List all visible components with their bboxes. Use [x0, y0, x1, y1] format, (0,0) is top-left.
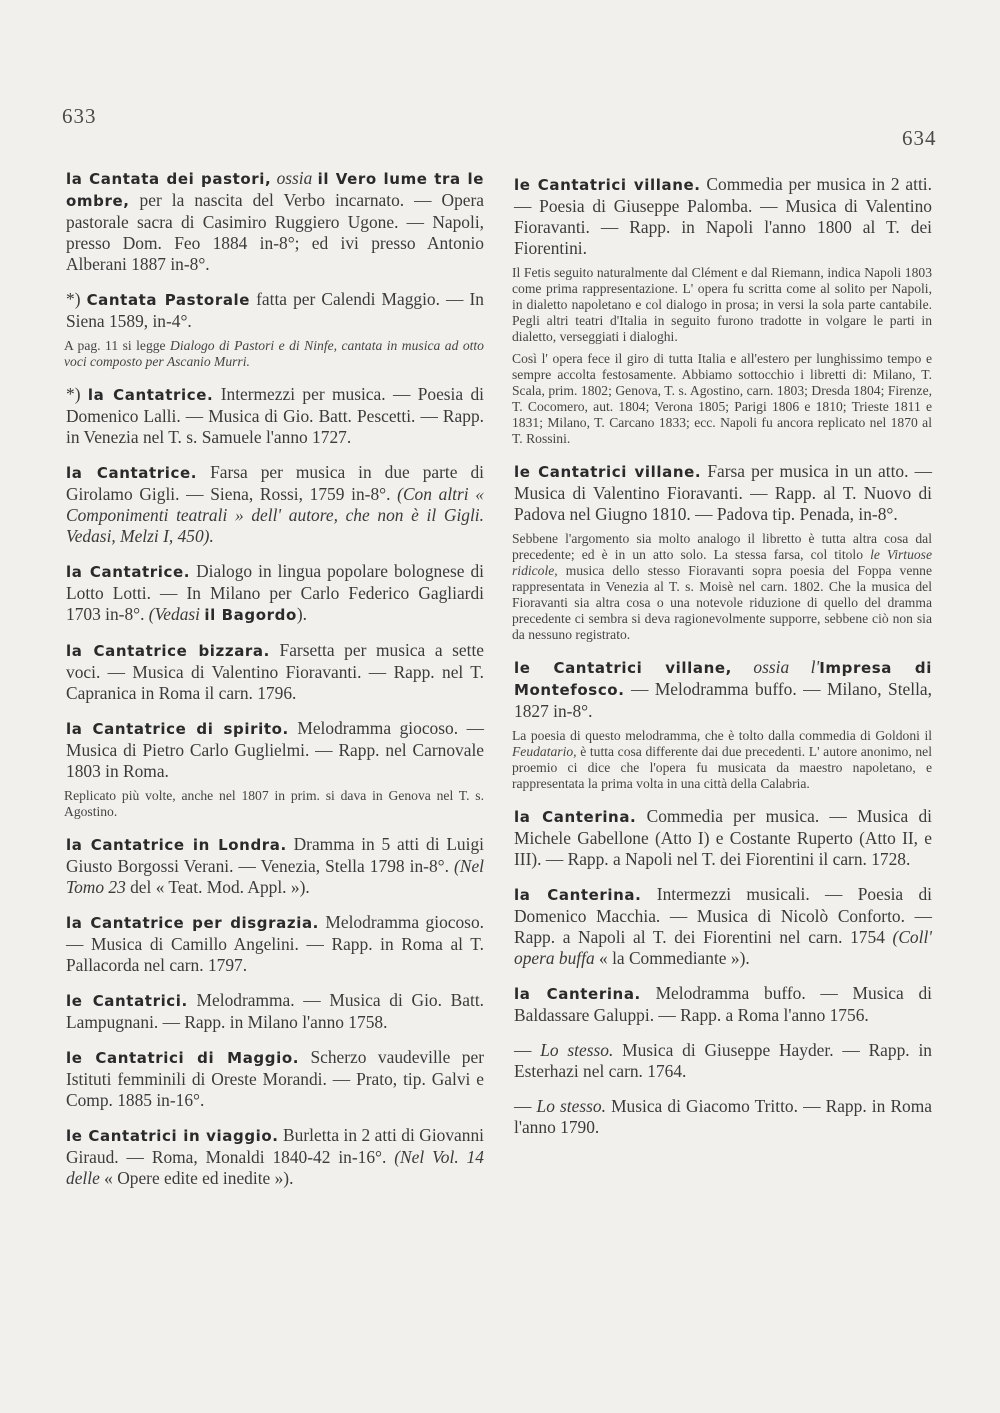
entry-text: del « Teat. Mod. Appl. »).	[125, 877, 310, 897]
catalog-entry	[64, 384, 484, 448]
entry-headword: la Cantatrice.	[66, 464, 198, 482]
entry-text: Melodramma giocoso. — Musica di Camillo Angelini. — Rapp. in Roma al T. Pallacorda nel carn. 1797.	[66, 912, 484, 975]
entry-text: La poesia di questo melodramma, che è tolto dalla commedia di Goldoni il	[512, 728, 932, 743]
entry-headword: il Bagordo	[204, 606, 297, 624]
catalog-note	[64, 788, 484, 820]
entry-text: fatta per Calendi Maggio. — In Siena 1589, in-4°.	[66, 289, 484, 331]
entry-text: Intermezzi per musica. — Poesia di Domenico Lalli. — Musica di Gio. Batt. Pescetti. — Rapp. in Venezia nel T. s. Samuele l'anno 1727.	[66, 384, 484, 447]
entry-headword: la Cantatrice in Londra.	[66, 836, 287, 854]
entry-text: Intermezzi musicali. — Poesia di Domenico Macchia. — Musica di Nicolò Conforto. — Rapp. a Napoli al T. dei Fiorentini nel carn. 1754	[514, 884, 932, 947]
catalog-entry	[64, 640, 484, 704]
catalog-entry	[64, 912, 484, 976]
entry-text: Dramma in 5 atti di Luigi Giusto Borgossi Verani. — Venezia, Stella 1798 in-8°.	[66, 834, 484, 876]
italic-text: ossia	[271, 168, 318, 188]
entry-text: Farsetta per musica a sette voci. — Musica di Valentino Fioravanti. — Rapp. nel T. Capranica in Roma il carn. 1796.	[66, 640, 484, 703]
entry-text: Burletta in 2 atti di Giovanni Giraud. — Roma, Monaldi 1840-42 in-16°.	[66, 1125, 484, 1167]
entry-text: Sebbene l'argomento sia molto analogo il libretto è tutta altra cosa dal precedente; ed è in un atto solo. La stessa farsa, col titolo	[512, 531, 932, 562]
entry-text: A pag. 11 si legge	[64, 338, 171, 353]
entry-headword: la Cantatrice per disgrazia.	[66, 914, 319, 932]
entry-text: è tutta cosa differente dai due precedenti. L' autore anonimo, nel proemio ci dice che l'opera fu musicata da maestro napoletano, e rappresentata la prima volta in una città della Calabria.	[512, 744, 932, 791]
catalog-entry	[64, 990, 484, 1033]
italic-text: ossia l'	[731, 657, 820, 677]
entry-headword: la Cantatrice.	[87, 386, 214, 404]
right-column	[512, 174, 932, 1152]
catalog-entry	[512, 806, 932, 870]
catalog-entry	[512, 174, 932, 259]
entry-headword: le Cantatrici villane.	[514, 176, 701, 194]
entry-text: ).	[296, 604, 308, 624]
entry-text: Dialogo in lingua popolare bolognese di Lotto Lotti. — In Milano per Carlo Federico Gagliardi 1703 in-8°.	[66, 561, 484, 624]
entry-headword: Impresa di Montefosco.	[514, 659, 932, 699]
italic-text: (Con altri « Componimenti teatrali » dell' autore, che non è il Gigli. Vedasi, Melzi I, 450).	[66, 484, 484, 546]
catalog-entry	[512, 1096, 932, 1138]
italic-text: (Coll' opera buffa	[514, 927, 932, 968]
entry-text: — Melodramma buffo. — Milano, Stella, 1827 in-8°.	[514, 679, 932, 721]
italic-text: Lo stesso.	[540, 1040, 614, 1060]
page-number-left: 633	[62, 104, 97, 128]
entry-text: per la nascita del Verbo incarnato. — Opera pastorale sacra di Casimiro Ruggiero Ugone. — Napoli, presso Dom. Feo 1884 in-8°; ed ivi presso Antonio Alberani 1887 in-8°.	[66, 190, 484, 274]
entry-headword: le Cantatrici villane.	[514, 463, 702, 481]
catalog-entry	[64, 561, 484, 626]
catalog-entry	[64, 718, 484, 782]
entry-text: Commedia per musica. — Musica di Michele Gabellone (Atto I) e Costante Ruperto (Atto II, e III). — Rapp. a Napoli nel T. dei Fiorentini il carn. 1728.	[514, 806, 933, 869]
italic-text: Lo stesso.	[536, 1096, 606, 1116]
catalog-note	[512, 351, 932, 447]
catalog-entry	[64, 289, 484, 332]
entry-headword: la Cantatrice bizzara.	[66, 642, 270, 660]
catalog-entry	[512, 657, 932, 722]
italic-text: Dialogo di Pastori e di Ninfe, cantata in musica ad otto voci composto per Ascanio Murri.	[64, 338, 484, 369]
entry-text: Così l' opera fece il giro di tutta Italia e all'estero per lunghissimo tempo e sempre accolta festosamente. Abbiamo sottocchio i libretti di: Milano, T. Scala, prim. 1802; Genova, T. s. Agostino, carn. 1803; Dresda 1804; Firenze, T. Cocomero, aut. 1804; Verona 1805; Parigi 1806 e 1810; Trieste 1811 e 1831; Milano, T. Carcano 1833; ecc. Napoli fu ancora replicato nel 1870 al T. Rossini.	[512, 351, 932, 446]
entry-headword: le Cantatrici.	[66, 992, 188, 1010]
entry-text: Musica di Giuseppe Hayder. — Rapp. in Esterhazi nel carn. 1764.	[514, 1040, 932, 1081]
italic-text: le Virtuose ridicole,	[512, 547, 932, 578]
entry-text: « la Commediante »).	[594, 948, 750, 968]
catalog-entry	[64, 462, 484, 547]
entry-headword: la Canterina.	[514, 886, 642, 904]
catalog-entry	[512, 1040, 932, 1082]
entry-headword: le Cantatrici in viaggio.	[66, 1127, 279, 1145]
catalog-entry	[512, 983, 932, 1026]
entry-text: Farsa per musica in un atto. — Musica di Valentino Fioravanti. — Rapp. al T. Nuovo di Padova nel Giugno 1810. — Padova tip. Penada, in-8°.	[514, 461, 932, 524]
entry-headword: Cantata Pastorale	[86, 291, 251, 309]
entry-text: *)	[66, 289, 87, 309]
italic-text: (Nel Tomo 23	[66, 856, 484, 897]
entry-text: Melodramma giocoso. — Musica di Pietro Carlo Guglielmi. — Rapp. nel Carnovale 1803 in Roma.	[66, 718, 484, 781]
entry-text: Scherzo vaudeville per Istituti femminili di Oreste Morandi. — Prato, tip. Galvi e Comp. 1885 in-16°.	[66, 1047, 484, 1110]
catalog-note	[512, 728, 932, 792]
catalog-note	[512, 265, 932, 345]
left-column	[64, 168, 484, 1203]
entry-text: Melodramma. — Musica di Gio. Batt. Lampugnani. — Rapp. in Milano l'anno 1758.	[66, 990, 484, 1032]
catalog-entry	[64, 1047, 484, 1111]
entry-headword: le Cantatrici di Maggio.	[66, 1049, 300, 1067]
catalog-entry	[512, 884, 932, 969]
italic-text: (Vedasi	[148, 604, 205, 624]
entry-text: *)	[66, 384, 88, 404]
entry-headword: la Cantatrice di spirito.	[66, 720, 289, 738]
entry-text: « Opere edite ed inedite »).	[99, 1168, 294, 1188]
entry-text: Replicato più volte, anche nel 1807 in prim. si dava in Genova nel T. s. Agostino.	[64, 788, 484, 819]
entry-headword: le Cantatrici villane,	[514, 659, 732, 677]
italic-text: (Nel Vol. 14 delle	[66, 1147, 484, 1188]
entry-text: Melodramma buffo. — Musica di Baldassare Galuppi. — Rapp. a Roma l'anno 1756.	[514, 983, 932, 1025]
page-number-right: 634	[902, 126, 937, 150]
catalog-note	[512, 531, 932, 643]
italic-text: Feudatario,	[512, 744, 577, 759]
entry-headword: la Cantata dei pastori,	[66, 170, 272, 188]
entry-text: Farsa per musica in due parte di Girolamo Gigli. — Siena, Rossi, 1759 in-8°.	[66, 462, 484, 504]
catalog-entry	[64, 1125, 484, 1189]
entry-text: Commedia per musica in 2 atti. — Poesia di Giuseppe Palomba. — Musica di Valentino Fioravanti. — Rapp. in Napoli l'anno 1800 al T. dei Fiorentini.	[514, 174, 932, 258]
entry-headword: la Canterina.	[514, 808, 637, 826]
entry-text: —	[514, 1040, 541, 1060]
entry-headword: la Canterina.	[514, 985, 641, 1003]
entry-headword: il Vero lume tra le ombre,	[66, 170, 484, 210]
entry-text: musica dello stesso Fioravanti sopra poesia del Foppa venne rappresentata in Venezia al T. s. Moisè nel carn. 1802. Che la musica del Fioravanti sia altra cosa o una notevole riduzione di quello del dramma precedente ci sembra si deva ragionevolmente supporre, sebbene ciò non sia da nessuno registrato.	[512, 563, 932, 642]
entry-headword: la Cantatrice.	[66, 563, 191, 581]
catalog-entry	[64, 168, 484, 275]
catalog-entry	[512, 461, 932, 525]
entry-text: Il Fetis seguito naturalmente dal Clément e dal Riemann, indica Napoli 1803 come prima rappresentazione. L' opera fu scritta come al solito per Napoli, in dialetto napoletano e col dialogo in prosa; in versi la sola parte cantabile. Pegli altri teatri d'Italia in seguito furono tradotte in volgare le parti in dialetto, verseggiati i dialoghi.	[512, 265, 932, 344]
entry-text: Musica di Giacomo Tritto. — Rapp. in Roma l'anno 1790.	[514, 1096, 932, 1137]
catalog-entry	[64, 834, 484, 898]
catalog-note	[64, 338, 484, 370]
entry-text: —	[514, 1096, 537, 1116]
